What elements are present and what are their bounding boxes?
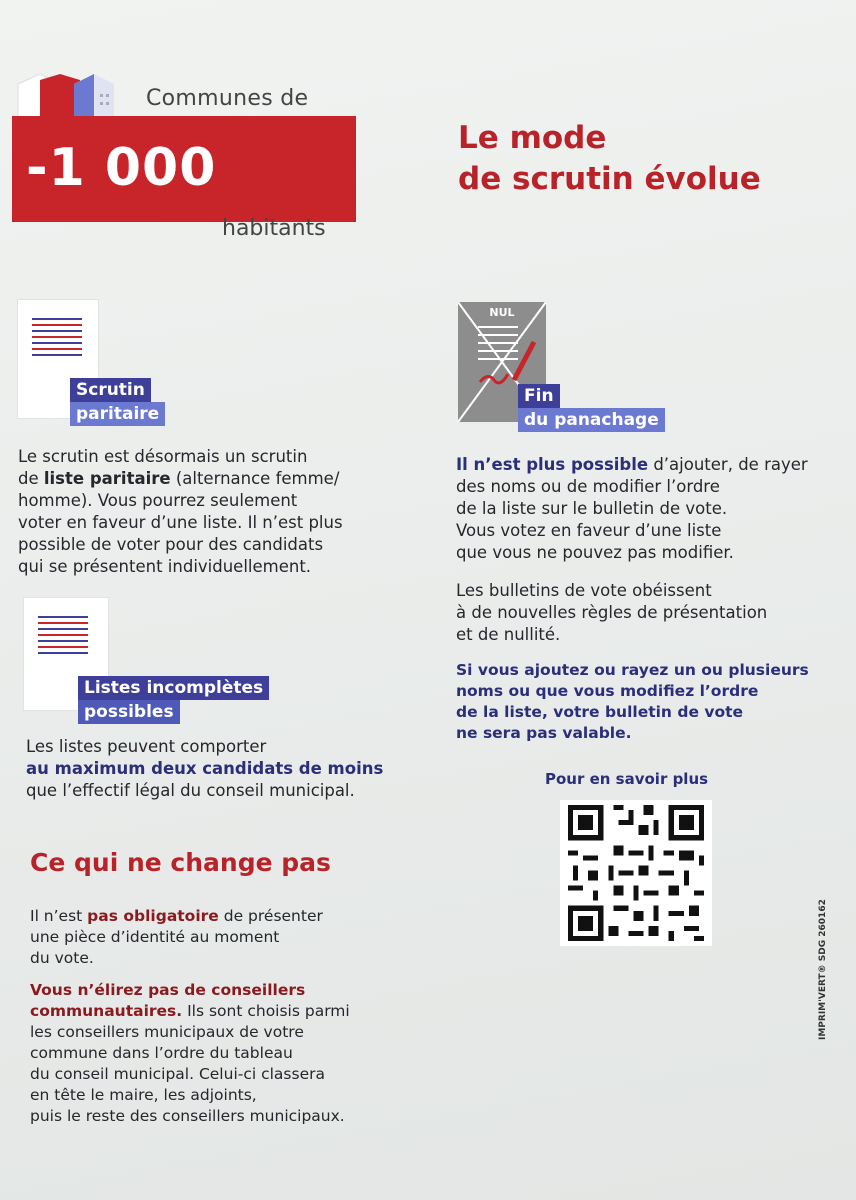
tag-line: du panachage bbox=[518, 408, 665, 432]
ne-change-pas-p2 bbox=[30, 980, 420, 1127]
text-line: possible de voter pour des candidats bbox=[18, 535, 324, 554]
panachage-p2 bbox=[456, 580, 836, 646]
text-line: Le scrutin est désormais un scrutin bbox=[18, 447, 308, 466]
main-title-line1: Le mode bbox=[458, 120, 607, 156]
text-line: de liste paritaire (alternance femme/ bbox=[18, 469, 340, 488]
text-line: que vous ne pouvez pas modifier. bbox=[456, 543, 734, 562]
text-line: Il n’est pas obligatoire de présenter bbox=[30, 907, 323, 925]
tag-line: possibles bbox=[78, 700, 180, 724]
text-line: en tête le maire, les adjoints, bbox=[30, 1086, 257, 1104]
communes-de-label: Communes de bbox=[146, 86, 309, 111]
text-line: à de nouvelles règles de présentation bbox=[456, 603, 768, 622]
text-line: que l’effectif légal du conseil municipal. bbox=[26, 781, 355, 800]
paritaire-text bbox=[18, 446, 398, 578]
text-line: Si vous ajoutez ou rayez un ou plusieurs bbox=[456, 661, 809, 679]
text-line: puis le reste des conseillers municipaux. bbox=[30, 1107, 345, 1125]
nul-label: NUL bbox=[489, 306, 515, 319]
ne-change-pas-p1 bbox=[30, 906, 410, 969]
text-line: Il n’est plus possible d’ajouter, de rayer bbox=[456, 455, 808, 474]
text-line: Vous votez en faveur d’une liste bbox=[456, 521, 722, 540]
incompletes-text bbox=[26, 736, 416, 802]
tag-line: Fin bbox=[518, 384, 560, 408]
text-line: homme). Vous pourrez seulement bbox=[18, 491, 298, 510]
text-line: Vous n’élirez pas de conseillers bbox=[30, 981, 306, 999]
tag-fin-panachage bbox=[518, 384, 665, 432]
panachage-p1 bbox=[456, 454, 836, 564]
text-line: voter en faveur d’une liste. Il n’est plus bbox=[18, 513, 343, 532]
main-title-line2: de scrutin évolue bbox=[458, 161, 761, 197]
tag-scrutin-paritaire bbox=[70, 378, 165, 426]
tag-line: Scrutin bbox=[70, 378, 151, 402]
section-title: Ce qui ne change pas bbox=[30, 848, 331, 877]
text-line: des noms ou de modifier l’ordre bbox=[456, 477, 720, 496]
big-number: -1 000 bbox=[26, 138, 217, 198]
text-line: noms ou que vous modifiez l’ordre bbox=[456, 682, 759, 700]
text-line: et de nullité. bbox=[456, 625, 561, 644]
text-line: ne sera pas valable. bbox=[456, 724, 632, 742]
text-line: une pièce d’identité au moment bbox=[30, 928, 280, 946]
text-line: qui se présentent individuellement. bbox=[18, 557, 312, 576]
text-line: les conseillers municipaux de votre bbox=[30, 1023, 304, 1041]
learn-more-label: Pour en savoir plus bbox=[545, 770, 709, 788]
qr-code[interactable] bbox=[560, 800, 712, 946]
text-line: de la liste, votre bulletin de vote bbox=[456, 703, 744, 721]
main-title bbox=[458, 118, 761, 200]
tag-line: Listes incomplètes bbox=[78, 676, 269, 700]
text-line: de la liste sur le bulletin de vote. bbox=[456, 499, 728, 518]
panachage-p3 bbox=[456, 660, 846, 744]
tag-listes-incompletes bbox=[78, 676, 269, 724]
tag-line: paritaire bbox=[70, 402, 165, 426]
text-line: du conseil municipal. Celui-ci classera bbox=[30, 1065, 325, 1083]
text-line: au maximum deux candidats de moins bbox=[26, 759, 384, 778]
text-line: Les bulletins de vote obéissent bbox=[456, 581, 712, 600]
print-code: IMPRIM'VERT® SDG 260162 bbox=[818, 899, 828, 1040]
text-line: du vote. bbox=[30, 949, 94, 967]
text-line: commune dans l’ordre du tableau bbox=[30, 1044, 293, 1062]
habitants-label: habitants bbox=[222, 216, 326, 241]
text-line: communautaires. Ils sont choisis parmi bbox=[30, 1002, 350, 1020]
text-line: Les listes peuvent comporter bbox=[26, 737, 267, 756]
